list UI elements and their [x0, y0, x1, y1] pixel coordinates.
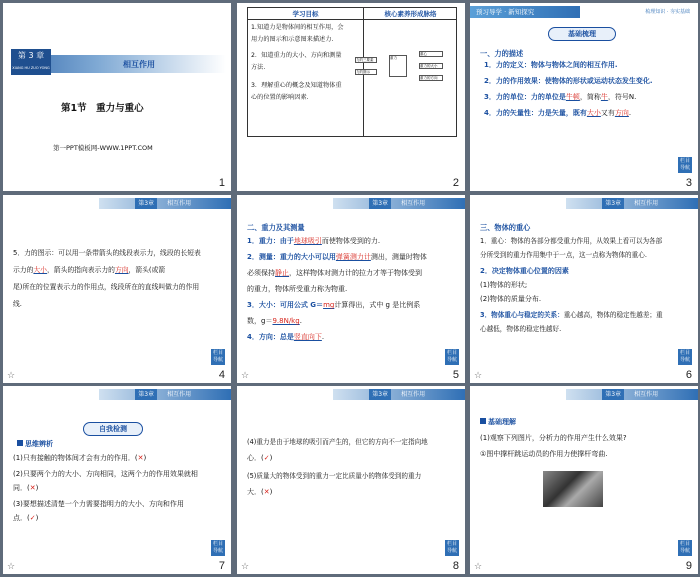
- nav-label: 栏目导航: [679, 350, 690, 363]
- chapter-tag: 第3章: [602, 198, 624, 209]
- blank-answer: 9.8N/kg: [272, 317, 300, 325]
- nav-button[interactable]: [211, 540, 225, 556]
- slide-number: 9: [685, 560, 692, 572]
- line-text: 1．重心：物体的各部分都受重力作用，从效果上看可以为各部: [480, 237, 663, 245]
- chapter-title: 相互作用: [123, 60, 155, 69]
- goal-line: 方法.: [251, 64, 266, 71]
- slide-header: [237, 198, 465, 209]
- subheading-text: 基础理解: [488, 418, 516, 426]
- slide-thumbnail-9[interactable]: [470, 386, 698, 574]
- section-tag: 相互作用: [634, 200, 659, 207]
- blank-answer: 地球吸引: [293, 237, 322, 245]
- question-line: (3)要想描述清楚一个力需要指明力的大小、方向和作用: [13, 500, 184, 508]
- question-text: ): [269, 488, 273, 496]
- content-line: [484, 75, 653, 88]
- goal-line: 1.知道力是物体间的相互作用，会: [251, 24, 344, 31]
- bullet-square-icon: [17, 440, 23, 446]
- question-line: [13, 512, 38, 525]
- diagram-node: 力的图示: [355, 69, 377, 75]
- question-text: ): [143, 454, 147, 462]
- line-text: 计算得出，式中 g 是比例系: [334, 301, 421, 309]
- line-text: 3．力的单位：力的单位是: [484, 93, 566, 101]
- star-icon: ☆: [7, 562, 16, 572]
- question-text: ): [269, 454, 273, 462]
- question-line: (2)只要两个力的大小、方向相同，这两个力的作用效果就相: [13, 470, 198, 478]
- answer-mark: ✓: [29, 514, 36, 522]
- nav-label: 栏目导航: [679, 158, 690, 171]
- nav-button[interactable]: [211, 349, 225, 365]
- line-text: 示力的: [13, 266, 34, 274]
- header-bar: [333, 198, 465, 209]
- slide-header: [3, 198, 231, 209]
- line-text: ，箭头(或箭: [128, 266, 166, 274]
- content-line: [247, 235, 380, 248]
- content-line: [13, 298, 22, 311]
- line-text: 又有: [600, 109, 615, 117]
- content-line: [480, 249, 647, 262]
- line-text: ，符号N.: [607, 93, 637, 101]
- nav-button[interactable]: [678, 540, 692, 556]
- slide-number: 2: [452, 177, 459, 189]
- blank-answer: 静止: [275, 269, 289, 277]
- content-line: [247, 299, 420, 312]
- header-bar: [566, 198, 698, 209]
- blank-answer: 方向: [614, 109, 629, 117]
- question-text: 同．(: [13, 484, 30, 492]
- blank-answer: mg: [323, 301, 335, 309]
- slide-thumbnail-1[interactable]: [3, 3, 231, 191]
- line-text: 分所受到的重力作用集中于一点，这一点称为物体的重心.: [480, 251, 647, 259]
- line-text: 1．重力：由于: [247, 237, 294, 245]
- content-line: [484, 59, 618, 72]
- section-tag: 相互作用: [167, 200, 192, 207]
- slide-thumbnail-2[interactable]: [237, 3, 465, 191]
- nav-button[interactable]: [678, 157, 692, 173]
- subheading: [480, 416, 516, 429]
- line-text: 5．力的图示：可以用一条带箭头的线段表示力，线段的长短表: [13, 249, 201, 257]
- slide-number: 8: [452, 560, 459, 572]
- header-bar: [566, 389, 698, 400]
- slide-header: [470, 198, 698, 209]
- basic-review-pill: 基础梳理: [548, 27, 616, 41]
- slide-number: 3: [685, 177, 692, 189]
- blank-answer: 竖直向下: [293, 333, 322, 341]
- line-text: 数，g＝: [247, 317, 273, 325]
- section-tag: 相互作用: [634, 391, 659, 398]
- star-icon: ☆: [241, 371, 250, 381]
- content-line: (1)观察下列图片，分析力的作用产生什么效果?: [480, 434, 627, 442]
- diagram-node: 重力: [389, 55, 407, 77]
- diagram-node: 重力的方向: [419, 75, 443, 81]
- content-line: [13, 281, 199, 294]
- content-line: [480, 235, 662, 248]
- question-text: ): [35, 514, 39, 522]
- content-line: ①图中撑杆跳运动员的作用力使撑杆弯曲.: [480, 450, 608, 458]
- footer-text: 第一PPT模板网-WWW.1PPT.COM: [53, 144, 153, 152]
- blank-answer: 牛: [600, 93, 608, 101]
- line-text: 4．方向：总是: [247, 333, 294, 341]
- content-line: [247, 251, 427, 264]
- concept-diagram: [355, 49, 443, 95]
- chapter-badge: [11, 49, 51, 75]
- line-text: 2．力的作用效果：使物体的形状或运动状态发生变化.: [484, 77, 653, 85]
- answer-mark: ✕: [263, 488, 270, 496]
- answer-mark: ✕: [29, 484, 36, 492]
- line-text: .: [321, 333, 325, 341]
- chapter-tag: 第3章: [135, 389, 157, 400]
- question-line: [13, 452, 146, 465]
- question-text: 点．(: [13, 514, 30, 522]
- chapter-pinyin: XIANG HU ZUO YONG: [12, 66, 50, 70]
- subheading: [17, 438, 53, 451]
- nav-label: 栏目导航: [679, 541, 690, 554]
- line-text: .: [299, 317, 302, 325]
- nav-button[interactable]: [445, 349, 459, 365]
- slide-number: 4: [218, 369, 225, 381]
- content-line: [247, 283, 347, 296]
- line-text: 线.: [13, 300, 22, 308]
- slide-header: [470, 389, 698, 400]
- slide-thumbnail-6[interactable]: [470, 195, 698, 383]
- slide-thumbnail-8[interactable]: [237, 386, 465, 574]
- slide-number: 1: [218, 177, 225, 189]
- line-text: 测出，测量时物体: [370, 253, 427, 261]
- goal-line: 心的位置的影响因素.: [251, 94, 309, 101]
- line-text: .: [628, 109, 632, 117]
- chapter-tag: 第3章: [369, 389, 391, 400]
- line-text: ，这样物体对测力计的拉力才等于物体受到: [289, 269, 422, 277]
- question-line: (5)质量大的物体受到的重力一定比质量小的物体受到的重力: [247, 472, 422, 480]
- slide-number: 7: [218, 560, 225, 572]
- line-text: 的重力，物体所受重力称为物重.: [247, 285, 348, 293]
- slide-header: [237, 389, 465, 400]
- header-bar: [99, 389, 231, 400]
- slide-thumbnail-5[interactable]: [237, 195, 465, 383]
- banner-right: 梳理知识 · 夯实基础: [645, 9, 690, 15]
- content-line: [247, 315, 302, 328]
- goal-line: 2．知道重力的大小、方向和测量: [251, 52, 342, 59]
- nav-button[interactable]: [678, 349, 692, 365]
- question-line: [13, 482, 38, 495]
- question-line: [247, 452, 272, 465]
- subheading: 2．决定物体重心位置的因素: [480, 267, 569, 275]
- banner: [470, 3, 698, 29]
- blank-answer: 方向: [114, 266, 129, 274]
- slide-thumbnail-4[interactable]: [3, 195, 231, 383]
- section-tag: 相互作用: [167, 391, 192, 398]
- content-line: [13, 264, 165, 277]
- chapter-tag: 第3章: [602, 389, 624, 400]
- line-text: 2．测量：重力的大小可以用: [247, 253, 336, 261]
- nav-button[interactable]: [445, 540, 459, 556]
- line-text: 重心越高，物体的稳定性越差；重: [563, 311, 663, 319]
- slide-thumbnail-7[interactable]: [3, 386, 231, 574]
- line-text: ，箭头的指向表示力的: [46, 266, 115, 274]
- blank-answer: 牛顿: [565, 93, 580, 101]
- answer-mark: ✓: [263, 454, 270, 462]
- section-heading: 三、物体的重心: [480, 223, 531, 232]
- line-text: 1．力的定义：物体与物体之间的相互作用.: [484, 61, 618, 69]
- question-text: (1)只有接触的物体间才会有力的作用．(: [13, 454, 138, 462]
- question-text: ): [35, 484, 39, 492]
- banner-lead: 预习导学 · 新知探究: [470, 6, 580, 18]
- self-check-pill: 自我检测: [83, 422, 143, 436]
- question-line: (4)重力是由于地球的吸引而产生的，但它的方向不一定指向地: [247, 438, 428, 446]
- header-core-literacy: 核心素养形成脉络: [384, 10, 437, 18]
- diagram-node: 重力的大小: [419, 63, 443, 69]
- line-text: ，简称: [579, 93, 601, 101]
- content-line: (2)物体的质量分布.: [480, 295, 542, 303]
- section-tag: 相互作用: [401, 200, 426, 207]
- chapter-tag: 第3章: [369, 198, 391, 209]
- slide-header: [3, 389, 231, 400]
- subheading-text: 思维辨析: [25, 440, 53, 448]
- content-line: [13, 247, 201, 260]
- content-line: 心越低，物体的稳定性越好.: [480, 325, 562, 333]
- section-heading: 一、力的描述: [480, 49, 524, 58]
- slide-number: 5: [452, 369, 459, 381]
- content-line: [484, 91, 636, 104]
- nav-label: 栏目导航: [212, 541, 223, 554]
- line-text: 而使物体受到的力.: [321, 237, 381, 245]
- line-text: 尾)所在的位置表示力的作用点，线段所在的直线叫做力的作用: [13, 283, 200, 291]
- blank-answer: 大小: [586, 109, 601, 117]
- star-icon: ☆: [241, 562, 250, 572]
- star-icon: ☆: [474, 562, 483, 572]
- star-icon: ☆: [474, 371, 483, 381]
- content-line: (1)物体的形状;: [480, 281, 528, 289]
- line-text: 4．力的矢量性：力是矢量，既有: [484, 109, 587, 117]
- question-text: 大．(: [247, 488, 264, 496]
- pole-vault-photo: [543, 471, 603, 507]
- star-icon: ☆: [7, 371, 16, 381]
- section-title: 第1节 重力与重心: [61, 103, 144, 114]
- diagram-node: 力的三要素: [355, 57, 377, 63]
- blank-answer: 弹簧测力计: [335, 253, 371, 261]
- chapter-label: 第 3 章: [17, 51, 45, 60]
- slide-number: 6: [685, 369, 692, 381]
- header-bar: [333, 389, 465, 400]
- content-line: [247, 267, 422, 280]
- blank-answer: 大小: [33, 266, 47, 274]
- nav-label: 栏目导航: [446, 350, 457, 363]
- answer-mark: ✕: [137, 454, 144, 462]
- content-line: [480, 309, 663, 322]
- nav-label: 栏目导航: [212, 350, 223, 363]
- header-learning-goals: 学习目标: [292, 10, 319, 18]
- goal-line: 用力的图示和示意图来描述力.: [251, 36, 334, 43]
- section-heading: 二、重力及其测量: [247, 223, 305, 232]
- diagram-node: 重心: [419, 51, 443, 57]
- question-line: [247, 486, 272, 499]
- header-bar: [99, 198, 231, 209]
- section-tag: 相互作用: [401, 391, 426, 398]
- chapter-tag: 第3章: [135, 198, 157, 209]
- line-text: 必须保持: [247, 269, 275, 277]
- content-line: [247, 331, 324, 344]
- content-line: [484, 107, 631, 120]
- question-text: 心．(: [247, 454, 264, 462]
- line-text: 3．物体重心与稳定的关系：: [480, 311, 564, 319]
- nav-label: 栏目导航: [446, 541, 457, 554]
- slide-thumbnail-3[interactable]: [470, 3, 698, 191]
- goal-line: 3．理解重心的概念及知道物体重: [251, 82, 342, 89]
- bullet-square-icon: [480, 418, 486, 424]
- line-text: 3．大小：可用公式 G＝: [247, 301, 324, 309]
